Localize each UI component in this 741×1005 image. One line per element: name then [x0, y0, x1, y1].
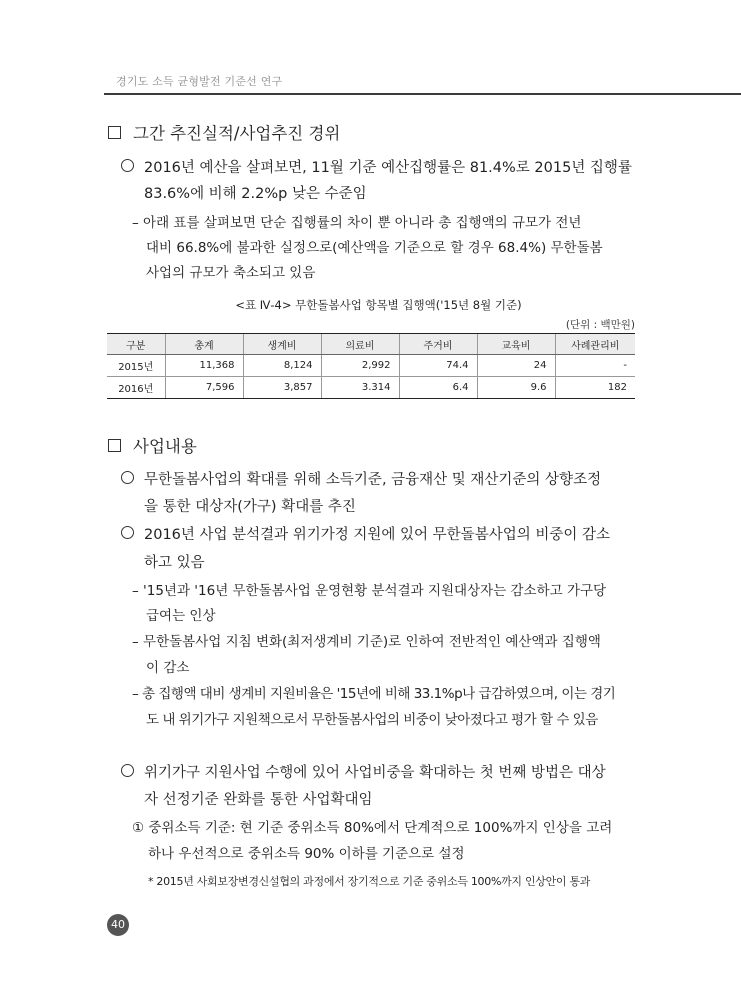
table-header-row [107, 334, 635, 355]
table-cell: 182 [555, 377, 635, 399]
table-unit: (단위 : 백만원) [565, 319, 635, 331]
footnote: * 2015년 사회보장변경신설협의 과정에서 장기적으로 기준 중위소득 100%까지 인상안이 통과 [148, 875, 591, 888]
numbered-item-median-income: ① 중위소득 기준: 현 기준 중위소득 80%에서 단계적으로 100%까지 인상을 고려 [132, 820, 613, 836]
bullet-expansion: 무한돌봄사업의 확대를 위해 소득기준, 금융재산 및 재산기준의 상향조정 [121, 470, 601, 490]
numbered-item-median-income-cont: 하나 우선적으로 중위소득 90% 이하를 기준으로 설정 [148, 846, 465, 862]
circle-bullet-icon [121, 526, 134, 539]
dash-item-livelihood: – 총 집행액 대비 생계비 지원비율은 '15년에 비해 33.1%p나 급감하였으며, 이는 경기 [132, 686, 616, 702]
circle-bullet-icon [121, 159, 134, 172]
table-row [107, 377, 635, 399]
section-heading-progress: 그간 추진실적/사업추진 경위 [108, 124, 340, 144]
table-cell: 2016년 [107, 377, 165, 399]
circle-bullet-icon [121, 764, 134, 777]
table-header: 주거비 [399, 334, 477, 355]
page-number: 40 [107, 914, 129, 936]
dash-item-scale-cont2: 사업의 규모가 축소되고 있음 [146, 265, 316, 281]
bullet-budget: 2016년 예산을 살펴보면, 11월 기준 예산집행률은 81.4%로 2015년 집행률 [121, 158, 632, 178]
table-row [107, 355, 635, 377]
expenditure-table [107, 333, 635, 399]
table-header: 총계 [165, 334, 243, 355]
bullet-decrease: 2016년 사업 분석결과 위기가정 지원에 있어 무한돌봄사업의 비중이 감소 [121, 525, 610, 545]
dash-item-recipients-cont: 급여는 인상 [146, 608, 216, 624]
table-cell: 2015년 [107, 355, 165, 377]
dash-item-guideline: – 무한돌봄사업 지침 변화(최저생계비 기준)로 인하여 전반적인 예산액과 집행액 [132, 634, 601, 650]
square-bullet-icon [108, 126, 121, 139]
table-header: 구분 [107, 334, 165, 355]
square-bullet-icon [108, 439, 121, 452]
table-header: 생계비 [243, 334, 321, 355]
header-rule [104, 93, 741, 95]
dash-item-livelihood-cont: 도 내 위기가구 지원책으로서 무한돌봄사업의 비중이 낮아졌다고 평가 할 수 있음 [146, 712, 598, 728]
bullet-expansion-cont: 을 통한 대상자(가구) 확대를 추진 [144, 499, 356, 515]
running-title: 경기도 소득 균형발전 기준선 연구 [116, 75, 283, 88]
dash-item-scale: – 아래 표를 살펴보면 단순 집행률의 차이 뿐 아니라 총 집행액의 규모가 전년 [132, 215, 582, 231]
table-cell: 74.4 [399, 355, 477, 377]
bullet-budget-cont: 83.6%에 비해 2.2%p 낮은 수준임 [144, 186, 367, 202]
table-cell: - [555, 355, 635, 377]
circle-bullet-icon [121, 471, 134, 484]
bullet-criteria: 위기가구 지원사업 수행에 있어 사업비중을 확대하는 첫 번째 방법은 대상 [121, 763, 606, 783]
table-cell: 8,124 [243, 355, 321, 377]
table-cell: 3.314 [321, 377, 399, 399]
bullet-decrease-cont: 하고 있음 [144, 555, 205, 571]
table-cell: 7,596 [165, 377, 243, 399]
table-header: 의료비 [321, 334, 399, 355]
bullet-criteria-cont: 자 선정기준 완화를 통한 사업확대임 [144, 792, 373, 808]
table-header: 사례관리비 [555, 334, 635, 355]
dash-item-scale-cont: 대비 66.8%에 불과한 실정으로(예산액을 기준으로 할 경우 68.4%) 무한돌봄 [146, 240, 603, 256]
dash-item-recipients: – '15년과 '16년 무한돌봄사업 운영현황 분석결과 지원대상자는 감소하고 가구당 [132, 583, 607, 599]
table-cell: 9.6 [477, 377, 555, 399]
table-caption: <표 Ⅳ-4> 무한돌봄사업 항목별 집행액('15년 8월 기준) [235, 298, 522, 312]
table-header: 교육비 [477, 334, 555, 355]
section-heading-content: 사업내용 [108, 437, 197, 457]
table-cell: 3,857 [243, 377, 321, 399]
dash-item-guideline-cont: 이 감소 [146, 660, 190, 676]
table-cell: 2,992 [321, 355, 399, 377]
table-cell: 11,368 [165, 355, 243, 377]
table-cell: 6.4 [399, 377, 477, 399]
table-cell: 24 [477, 355, 555, 377]
